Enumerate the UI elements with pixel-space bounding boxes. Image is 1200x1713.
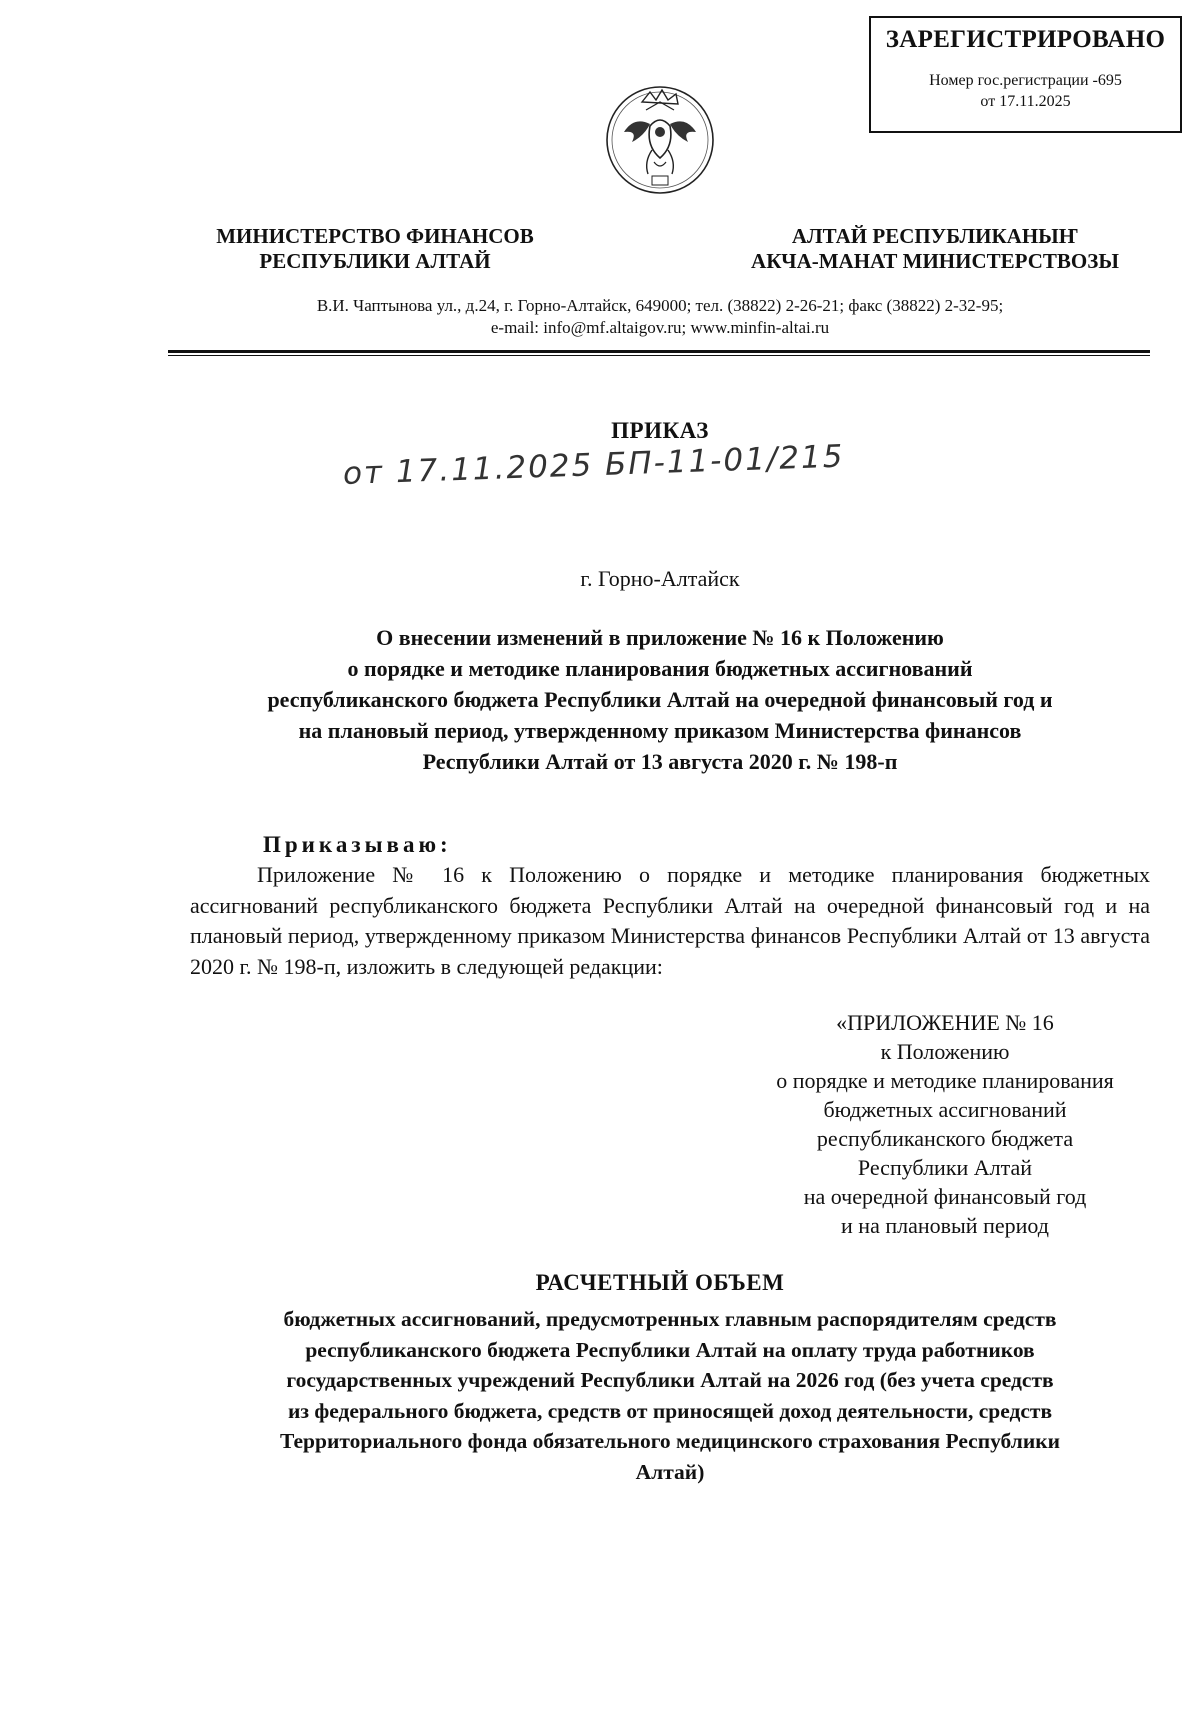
order-subject — [170, 622, 1150, 777]
calculation-line: Территориального фонда обязательного медицинского страхования Республики — [279, 1429, 1060, 1453]
stamp-registration-date: от 17.11.2025 — [980, 93, 1071, 110]
ministry-contacts — [120, 295, 1200, 339]
subject-line: республиканского бюджета Республики Алтай на очередной финансовый год и — [267, 687, 1053, 712]
appendix-line: «ПРИЛОЖЕНИЕ № 16 — [836, 1010, 1054, 1035]
header-divider-thin — [168, 355, 1150, 356]
coat-of-arms-icon — [604, 80, 716, 198]
subject-line: на плановый период, утвержденному приказом Министерства финансов — [298, 718, 1022, 743]
appendix-line: республиканского бюджета — [816, 1126, 1074, 1151]
decree-word: Приказываю: — [263, 832, 452, 857]
registration-stamp — [869, 16, 1182, 133]
appendix-line: на очередной финансовый год — [803, 1184, 1087, 1209]
ministry-name-altai-line-1: АЛТАЙ РЕСПУБЛИКАНЫҤ — [791, 224, 1079, 248]
ministry-name-line-1: МИНИСТЕРСТВО ФИНАНСОВ — [216, 224, 534, 248]
appendix-line: к Положению — [880, 1039, 1010, 1064]
ministry-email-web: e-mail: info@mf.altaigov.ru; www.minfin-altai.ru — [490, 318, 830, 337]
calculation-description — [190, 1304, 1150, 1487]
ministry-name-altai — [720, 224, 1150, 274]
handwritten-order-number: от 17.11.2025 БП-11-01/215 — [342, 438, 846, 492]
subject-line: Республики Алтай от 13 августа 2020 г. № 198-п — [422, 749, 898, 774]
calculation-title: РАСЧЕТНЫЙ ОБЪЕМ — [535, 1270, 785, 1295]
ministry-name-russian — [160, 224, 590, 274]
stamp-registration-number: Номер гос.регистрации -695 — [929, 72, 1122, 89]
appendix-line: и на плановый период — [841, 1213, 1049, 1238]
stamp-title: ЗАРЕГИСТРИРОВАНО — [885, 26, 1166, 53]
appendix-line: о порядке и методике планирования — [776, 1068, 1114, 1093]
order-title: ПРИКАЗ — [611, 418, 709, 443]
header-divider-thick — [168, 350, 1150, 353]
calculation-line: бюджетных ассигнований, предусмотренных главным распорядителям средств — [283, 1307, 1057, 1331]
subject-line: О внесении изменений в приложение № 16 к Положению — [376, 625, 944, 650]
order-city: г. Горно-Алтайск — [580, 566, 740, 591]
calculation-line: из федерального бюджета, средств от приносящей доход деятельности, средств — [287, 1398, 1053, 1423]
appendix-line: Республики Алтай — [857, 1155, 1033, 1180]
ministry-name-altai-line-2: АКЧА-МАНАТ МИНИСТЕРСТВОЗЫ — [751, 249, 1119, 273]
ministry-name-line-2: РЕСПУБЛИКИ АЛТАЙ — [259, 249, 491, 273]
ministry-address: В.И. Чаптынова ул., д.24, г. Горно-Алтайск, 649000; тел. (38822) 2-26-21; факс (38822) 2-32-95; — [316, 296, 1004, 315]
calculation-line: республиканского бюджета Республики Алтай на оплату труда работников — [305, 1337, 1035, 1362]
order-body: Приложение № 16 к Положению о порядке и методике планирования бюджетных ассигнований республиканского бюджета Республики Алтай на очередной финансовый год и на плановый период, утвержденному приказом Министерства финансов Республики Алтай от 13 августа 2020 г. № 198-п, изложить в следующей редакции: — [190, 862, 1150, 979]
appendix-line: бюджетных ассигнований — [823, 1097, 1067, 1122]
calculation-line: государственных учреждений Республики Алтай на 2026 год (без учета средств — [286, 1368, 1054, 1392]
calculation-line: Алтай) — [635, 1459, 705, 1484]
appendix-reference — [715, 1008, 1175, 1240]
subject-line: о порядке и методике планирования бюджетных ассигнований — [347, 656, 973, 681]
